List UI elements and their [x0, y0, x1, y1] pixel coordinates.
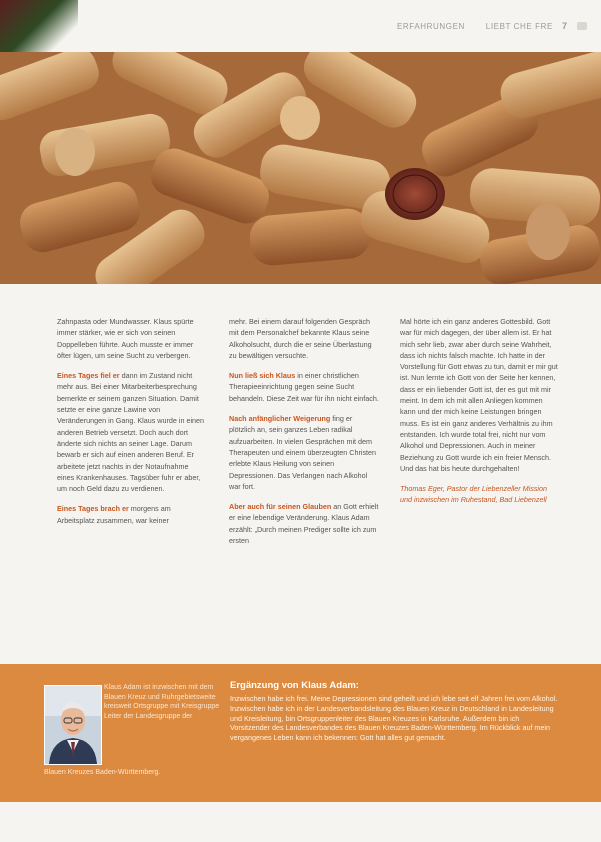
paragraph: Mal hörte ich ein ganz anderes Gottesbild. Gott war für mich dagegen, der über allem ist. Er hat mich sehr lieb, zwar aber durch seine Wahrheit, dass ich nichts falsch machte. Ich hatte in der Vorstellung für Gott etwas zu tun, damit er mir gut ist. Nun lernte ich Gott von der Seite her kennen, dass er ein liebender Gott ist, der es gut mit mir meint. In dem ich mit allen Anliegen kommen kann und der mich keine Leistungen bringen muss. Es ist ein ganz anderes Verhältnis zu ihm entstanden. Ich wurde total frei, nicht nur vom Alkohol und Depressionen. Auch in meiner Beziehung zu Gott wurde ich ein freier Mensch. Und das hat bis heute durchgehalten!: [400, 317, 558, 473]
lead-in: Nun ließ sich Klaus: [229, 371, 296, 381]
paragraph: [229, 370, 379, 404]
corks-illustration: [0, 52, 601, 284]
paragraph-text: morgens am Arbeitsplatz zusammen, war keiner: [57, 504, 171, 525]
column-2: [229, 316, 379, 555]
lead-in: Eines Tages brach er: [57, 504, 129, 514]
corks-photo: [0, 52, 601, 284]
box-text: Inzwischen habe ich frei. Meine Depressionen sind geheilt und ich lebe seit elf Jahren frei vom Alkohol. Inzwischen habe ich in der Landesverbandsleitung des Blauen Kreuz in Deutschland in Landesleitung und Kreisleitung, bin Ortsgruppenleiter des Blauen Kreuzes in Karlsruhe. Außerdem bin ich Vorsitzender des Landesverbandes des Blauen Kreuzes Baden-Württemberg. Im Rückblick auf mein vergangenes Leben kann ich bekennen: Gott hat alles gut gemacht.: [230, 694, 558, 743]
paragraph: [57, 370, 207, 494]
column-3: [400, 316, 560, 515]
photo-caption: Klaus Adam ist inzwischen mit dem Blauen Kreuz und Ruhrgebietsweite kreisweit Ortsgruppe mit Kreisgruppe Leiter der Landesgruppe der: [104, 684, 220, 720]
paragraph: [229, 501, 379, 546]
header-mark: [577, 22, 587, 30]
lead-in: Aber auch für seinen Glauben: [229, 502, 332, 512]
lead-in: Eines Tages fiel er: [57, 371, 120, 381]
paragraph-text: an Gott erhielt er eine lebendige Veränderung. Klaus Adam erzählt: „Durch meinen Prediger sollte ich zum ersten: [229, 502, 379, 546]
paragraph-text: fing er plötzlich an, sein ganzes Leben radikal aufzuarbeiten. In vielen Gesprächen mit dem Therapeuten und einem überzeugten Christen erlebte Klaus Heilung von seinen Depressionen. Das Verlangen nach Alkohol war fort.: [229, 414, 377, 491]
header-section-2: LIEBT CHE FRE: [485, 22, 553, 31]
author-photo: [44, 685, 102, 765]
paragraph: [229, 413, 379, 492]
header-section-1: ERFAHRUNGEN: [396, 22, 465, 31]
column-1: [57, 316, 207, 535]
header-sections: [379, 22, 553, 31]
paragraph-text: dann im Zustand nicht mehr aus. Bei einer Mitarbeiterbesprechung bemerkte er seinem ganzen Situation. Damit setzte er eine ganze Lawine von Veränderungen in Gang. Klaus wurde in einen anderen Betrieb versetzt. Doch auch dort änderte sich nichts an seiner Lage. Darum bewarb er sich auf einen anderen Beruf. Er arbeitete jetzt nachts in der Notaufnahme eines Krankenhauses. Tagsüber fuhr er aber, um noch Geld dazu zu verdienen.: [57, 371, 205, 494]
portrait-icon: [45, 686, 101, 764]
lead-in: Nach anfänglicher Weigerung: [229, 414, 331, 424]
page-header: [0, 0, 601, 52]
author-signature: Thomas Eger, Pastor der Liebenzeller Mission und inzwischen im Ruhestand, Bad Liebenzell: [400, 484, 548, 505]
paragraph: Zahnpasta oder Mundwasser. Klaus spürte immer stärker, wie er sich von seinen Doppelleben führte. Auch musste er immer öfter lügen, um seine Sucht zu verbergen.: [57, 317, 194, 360]
paragraph: mehr. Bei einem darauf folgenden Gespräch mit dem Personalchef bekannte Klaus seine Alkoholsucht, durch die er seine Überlastung zu bewältigen versuchte.: [229, 317, 372, 360]
box-title: Ergänzung von Klaus Adam:: [230, 680, 359, 691]
paragraph-text: in einer christlichen Therapieeinrichtung gegen seine Sucht behandeln. Diese Zeit war für ihn nicht einfach.: [229, 371, 379, 403]
paragraph: [57, 503, 207, 526]
photo-caption-2: Blauen Kreuzes Baden-Württemberg.: [44, 769, 161, 776]
page-number: 7: [561, 21, 567, 31]
header-bleed-image: [0, 0, 78, 60]
